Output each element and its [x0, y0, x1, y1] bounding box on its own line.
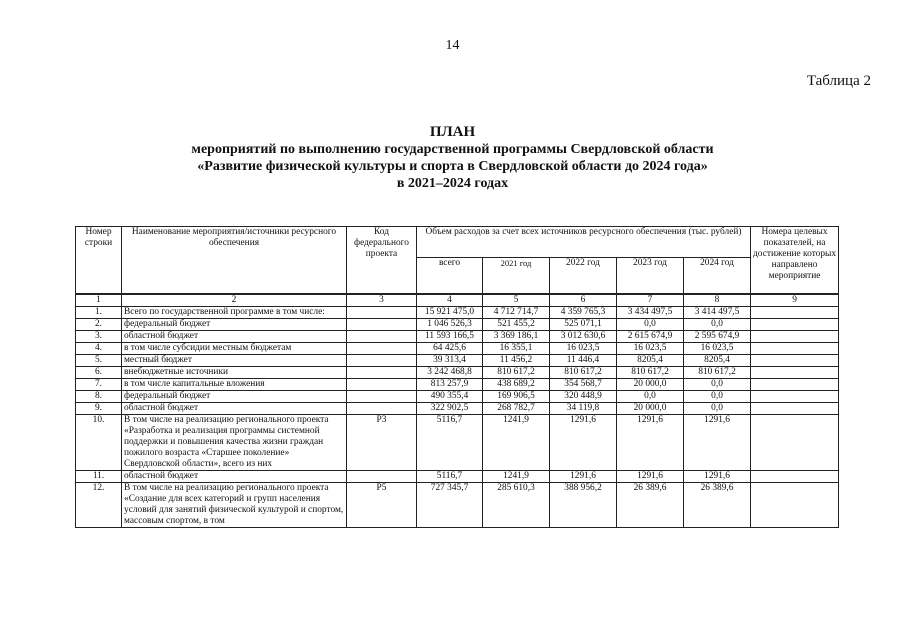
- row-2022: 810 617,2: [550, 366, 617, 378]
- row-2023: 0,0: [617, 318, 684, 330]
- row-number: 1.: [76, 306, 122, 318]
- row-2021: 11 456,2: [483, 354, 550, 366]
- row-2021: 3 369 186,1: [483, 330, 550, 342]
- row-number: 7.: [76, 378, 122, 390]
- column-number: 7: [617, 294, 684, 307]
- row-2021: 16 355,1: [483, 342, 550, 354]
- row-name: внебюджетные источники: [122, 366, 347, 378]
- row-name: В том числе на реализацию регионального проекта «Разработка и реализация программы системной поддержки и повышения качества жизни граждан пожилого возраста «Старшее поколение» Свердловской области», всего из них: [122, 414, 347, 470]
- row-code: [347, 470, 417, 482]
- column-number: 5: [483, 294, 550, 307]
- header-targets: Номера целевых показателей, на достижение которых направлено мероприятие: [751, 227, 839, 294]
- row-name: федеральный бюджет: [122, 318, 347, 330]
- row-2024: 2 595 674,9: [684, 330, 751, 342]
- row-2024: 8205,4: [684, 354, 751, 366]
- row-name: В том числе на реализацию регионального проекта «Создание для всех категорий и групп населения условий для занятий физической культурой и спортом, массовым спортом, в том: [122, 482, 347, 527]
- row-name: в том числе субсидии местным бюджетам: [122, 342, 347, 354]
- row-targets: [751, 330, 839, 342]
- row-code: [347, 306, 417, 318]
- row-code: [347, 378, 417, 390]
- row-total: 3 242 468,8: [417, 366, 483, 378]
- row-targets: [751, 482, 839, 527]
- row-targets: [751, 390, 839, 402]
- table-row: [76, 378, 839, 390]
- row-2022: 34 119,8: [550, 402, 617, 414]
- row-number: 12.: [76, 482, 122, 527]
- row-total: 5116,7: [417, 414, 483, 470]
- header-2024: 2024 год: [684, 258, 751, 294]
- table-row: [76, 366, 839, 378]
- row-2023: 1291,6: [617, 470, 684, 482]
- table-row: [76, 354, 839, 366]
- row-2024: 0,0: [684, 318, 751, 330]
- row-2023: 3 434 497,5: [617, 306, 684, 318]
- row-code: [347, 402, 417, 414]
- table-row: [76, 470, 839, 482]
- row-2022: 1291,6: [550, 414, 617, 470]
- row-2023: 20 000,0: [617, 378, 684, 390]
- row-code: Р3: [347, 414, 417, 470]
- table-row: [76, 402, 839, 414]
- plan-table: [75, 226, 839, 528]
- row-targets: [751, 378, 839, 390]
- row-2023: 2 615 674,9: [617, 330, 684, 342]
- row-2022: 16 023,5: [550, 342, 617, 354]
- row-number: 3.: [76, 330, 122, 342]
- table-row: [76, 390, 839, 402]
- row-number: 9.: [76, 402, 122, 414]
- column-number: 8: [684, 294, 751, 307]
- page-number: 14: [445, 38, 460, 53]
- row-2021: 1241,9: [483, 470, 550, 482]
- row-2024: 16 023,5: [684, 342, 751, 354]
- row-code: [347, 366, 417, 378]
- column-number: 2: [122, 294, 347, 307]
- row-code: [347, 330, 417, 342]
- row-targets: [751, 354, 839, 366]
- row-2022: 525 071,1: [550, 318, 617, 330]
- row-2021: 4 712 714,7: [483, 306, 550, 318]
- row-name: в том числе капитальные вложения: [122, 378, 347, 390]
- row-2023: 26 389,6: [617, 482, 684, 527]
- row-2022: 320 448,9: [550, 390, 617, 402]
- row-2024: 0,0: [684, 390, 751, 402]
- row-2023: 810 617,2: [617, 366, 684, 378]
- table-row: [76, 318, 839, 330]
- row-2023: 16 023,5: [617, 342, 684, 354]
- row-2023: 20 000,0: [617, 402, 684, 414]
- column-number: 6: [550, 294, 617, 307]
- row-2022: 1291,6: [550, 470, 617, 482]
- row-number: 8.: [76, 390, 122, 402]
- row-name: областной бюджет: [122, 470, 347, 482]
- column-number: 3: [347, 294, 417, 307]
- table-row: [76, 414, 839, 470]
- row-2022: 3 012 630,6: [550, 330, 617, 342]
- row-total: 490 355,4: [417, 390, 483, 402]
- row-2024: 3 414 497,5: [684, 306, 751, 318]
- row-total: 727 345,7: [417, 482, 483, 527]
- row-number: 5.: [76, 354, 122, 366]
- row-2022: 388 956,2: [550, 482, 617, 527]
- row-total: 1 046 526,3: [417, 318, 483, 330]
- header-volume: Объем расходов за счет всех источников ресурсного обеспечения (тыс. рублей): [417, 227, 751, 258]
- row-number: 11.: [76, 470, 122, 482]
- row-2022: 4 359 765,3: [550, 306, 617, 318]
- row-total: 11 593 166,5: [417, 330, 483, 342]
- row-targets: [751, 318, 839, 330]
- row-total: 64 425,6: [417, 342, 483, 354]
- row-targets: [751, 306, 839, 318]
- row-code: Р5: [347, 482, 417, 527]
- title-line-3: «Развитие физической культуры и спорта в Свердловской области до 2024 года»: [197, 159, 708, 174]
- row-2021: 521 455,2: [483, 318, 550, 330]
- row-2024: 1291,6: [684, 414, 751, 470]
- table-row: [76, 482, 839, 527]
- row-2021: 169 906,5: [483, 390, 550, 402]
- row-targets: [751, 366, 839, 378]
- title-line-1: ПЛАН: [429, 124, 476, 140]
- row-total: 39 313,4: [417, 354, 483, 366]
- row-targets: [751, 414, 839, 470]
- header-2022: 2022 год: [550, 258, 617, 294]
- row-code: [347, 354, 417, 366]
- title-line-2: мероприятий по выполнению государственной программы Свердловской области: [191, 142, 714, 157]
- row-2024: 26 389,6: [684, 482, 751, 527]
- table-label: Таблица 2: [806, 73, 871, 89]
- row-2021: 1241,9: [483, 414, 550, 470]
- row-number: 4.: [76, 342, 122, 354]
- header-total: всего: [417, 258, 483, 294]
- row-2024: 810 617,2: [684, 366, 751, 378]
- row-number: 2.: [76, 318, 122, 330]
- row-code: [347, 342, 417, 354]
- table-row: [76, 306, 839, 318]
- row-code: [347, 390, 417, 402]
- column-number: 4: [417, 294, 483, 307]
- row-2024: 0,0: [684, 378, 751, 390]
- header-name: Наименование мероприятия/источники ресурсного обеспечения: [122, 227, 347, 294]
- document-title: [0, 124, 905, 192]
- row-number: 6.: [76, 366, 122, 378]
- row-2021: 438 689,2: [483, 378, 550, 390]
- row-2023: 8205,4: [617, 354, 684, 366]
- row-code: [347, 318, 417, 330]
- row-2024: 0,0: [684, 402, 751, 414]
- row-targets: [751, 342, 839, 354]
- row-2022: 11 446,4: [550, 354, 617, 366]
- row-2024: 1291,6: [684, 470, 751, 482]
- header-row-number: Номер строки: [76, 227, 122, 294]
- row-name: местный бюджет: [122, 354, 347, 366]
- row-2022: 354 568,7: [550, 378, 617, 390]
- table-row: [76, 342, 839, 354]
- row-2021: 268 782,7: [483, 402, 550, 414]
- row-total: 15 921 475,0: [417, 306, 483, 318]
- table-row: [76, 330, 839, 342]
- row-name: Всего по государственной программе в том числе:: [122, 306, 347, 318]
- row-total: 813 257,9: [417, 378, 483, 390]
- row-2023: 0,0: [617, 390, 684, 402]
- row-targets: [751, 470, 839, 482]
- row-2021: 810 617,2: [483, 366, 550, 378]
- row-name: областной бюджет: [122, 402, 347, 414]
- row-total: 322 902,5: [417, 402, 483, 414]
- row-number: 10.: [76, 414, 122, 470]
- row-targets: [751, 402, 839, 414]
- header-2023: 2023 год: [617, 258, 684, 294]
- row-name: областной бюджет: [122, 330, 347, 342]
- column-numbers-row: [76, 294, 839, 307]
- row-total: 5116,7: [417, 470, 483, 482]
- title-line-4: в 2021–2024 годах: [396, 176, 509, 191]
- header-2021: 2021 год: [483, 258, 550, 294]
- column-number: 9: [751, 294, 839, 307]
- row-2021: 285 610,3: [483, 482, 550, 527]
- column-number: 1: [76, 294, 122, 307]
- row-name: федеральный бюджет: [122, 390, 347, 402]
- header-code: Код федерального проекта: [347, 227, 417, 294]
- row-2023: 1291,6: [617, 414, 684, 470]
